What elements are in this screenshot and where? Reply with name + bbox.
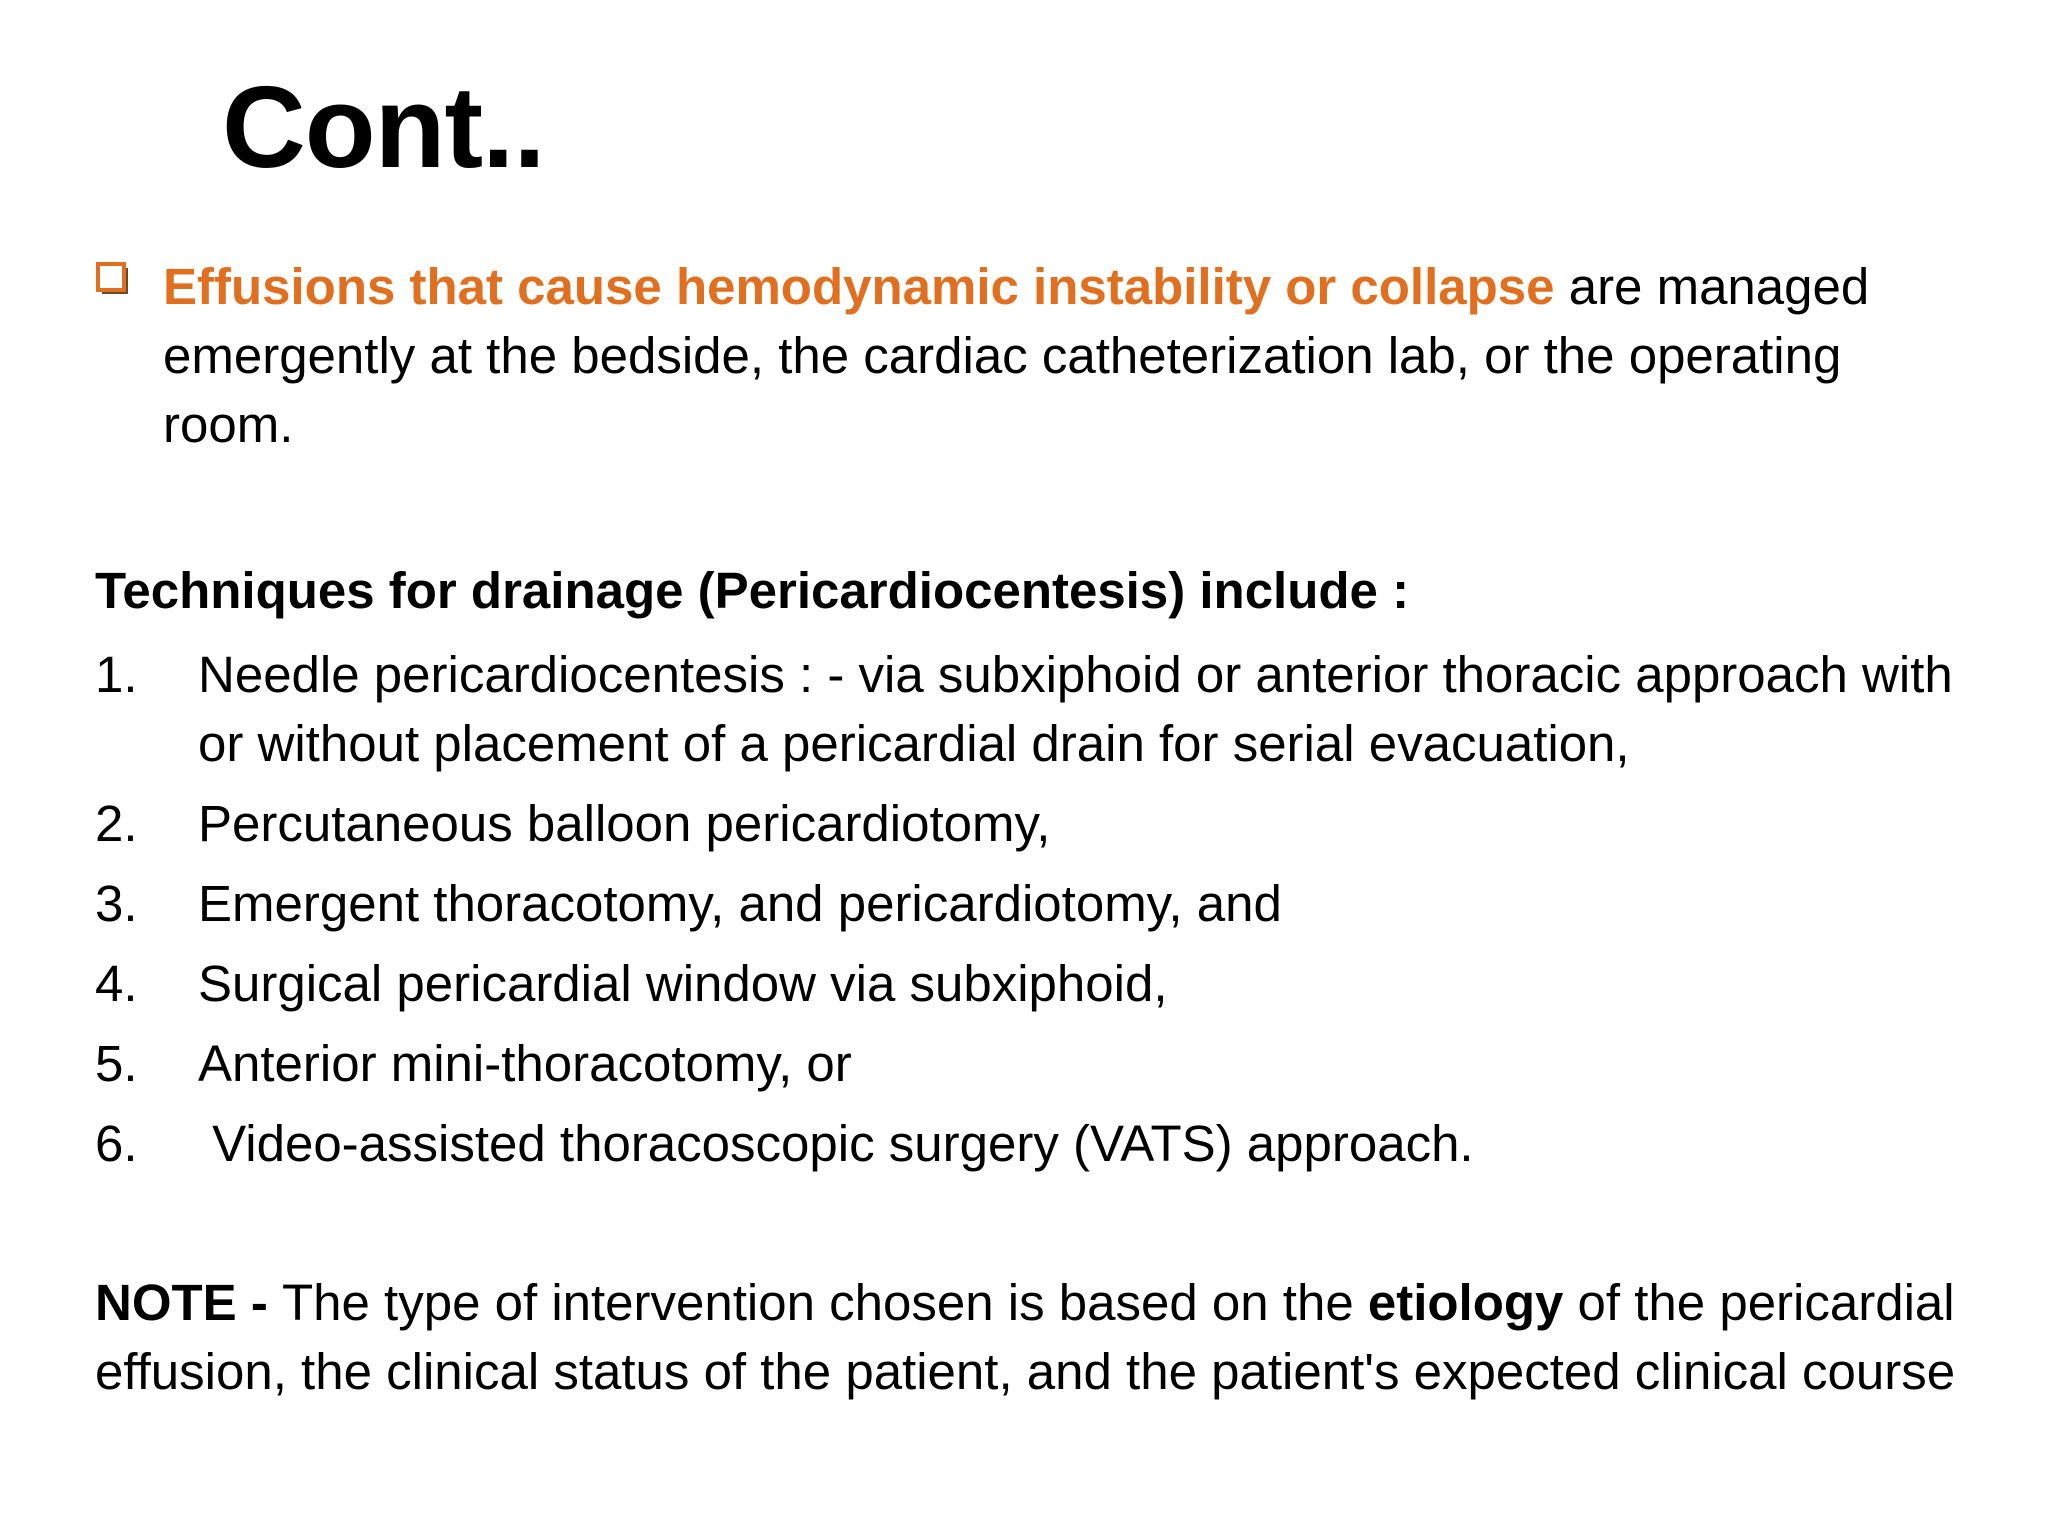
note-paragraph	[95, 1268, 1995, 1406]
list-item-number: 6.	[95, 1115, 138, 1172]
list-item	[95, 869, 1995, 938]
list-item-number: 2.	[95, 795, 138, 852]
list-item-number: 4.	[95, 955, 138, 1012]
bullet-rest: are managed emergently at the bedside, the cardiac catheterization lab, or the operating room.	[163, 258, 1870, 453]
hollow-square-bullet-icon	[96, 262, 130, 296]
list-item-text: Anterior mini-thoracotomy, or	[198, 1035, 852, 1092]
list-item-text: Video-assisted thoracoscopic surgery (VATS) approach.	[198, 1115, 1474, 1172]
note-bold-word: etiology	[1367, 1274, 1564, 1331]
bullet-text	[163, 252, 1976, 459]
note-label: NOTE -	[95, 1274, 282, 1331]
list-item-number: 1.	[95, 646, 138, 703]
list-item-number: 3.	[95, 875, 138, 932]
slide-title: Cont..	[222, 62, 545, 192]
list-item	[95, 1029, 1995, 1098]
list-item	[95, 640, 1995, 778]
list-item	[95, 1109, 1995, 1178]
note-text-after: of the pericardial effusion, the clinical status of the patient, and the patient's expected clinical course	[95, 1274, 1956, 1400]
list-item	[95, 789, 1995, 858]
note-text-before: The type of intervention chosen is based on the	[282, 1274, 1368, 1331]
list-item	[95, 949, 1995, 1018]
list-item-number: 5.	[95, 1035, 138, 1092]
emergency-bullet	[96, 252, 1976, 459]
techniques-heading: Techniques for drainage (Pericardiocentesis) include :	[95, 562, 1410, 619]
techniques-list	[95, 640, 1995, 1189]
list-item-text: Emergent thoracotomy, and pericardiotomy, and	[198, 875, 1282, 932]
list-item-text: Surgical pericardial window via subxiphoid,	[198, 955, 1168, 1012]
bullet-highlight: Effusions that cause hemodynamic instability or collapse	[163, 258, 1555, 315]
list-item-text: Percutaneous balloon pericardiotomy,	[198, 795, 1051, 852]
list-item-text: Needle pericardiocentesis : - via subxiphoid or anterior thoracic approach with or without placement of a pericardial drain for serial evacuation,	[198, 646, 1953, 772]
